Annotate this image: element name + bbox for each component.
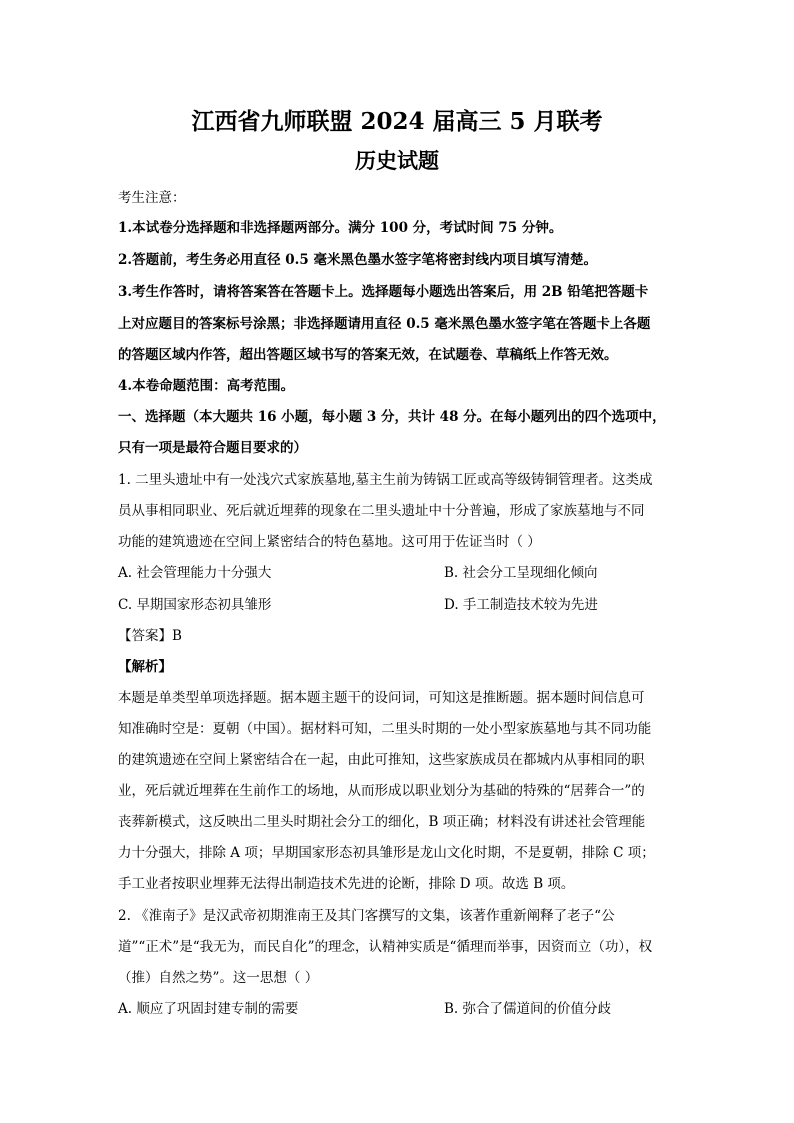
q1-stem-line: 员从事相同职业、死后就近埋葬的现象在二里头遗址中十分普遍，形成了家族墓地与不同 xyxy=(118,503,645,519)
q1-stem-line: 功能的建筑遗迹在空间上紧密结合的特色墓地。这可用于佐证当时（ ） xyxy=(118,534,541,550)
notice-line: 3.考生作答时，请将答案答在答题卡上。选择题每小题选出答案后，用 2B 铅笔把答题卡 xyxy=(118,284,649,300)
section-heading-cont: 只有一项是最符合题目要求的） xyxy=(118,440,307,456)
q1-analysis-line: 业，死后就近埋葬在生前作工的场地，从而形成以职业划分为基础的特殊的“居葬合一”的 xyxy=(118,783,645,799)
q1-option-d: D. 手工制造技术较为先进 xyxy=(444,597,598,613)
q1-answer: 【答案】B xyxy=(118,628,182,644)
section-heading: 一、选择题（本大题共 16 小题，每小题 3 分，共计 48 分。在每小题列出的四个选项中， xyxy=(118,409,666,425)
q1-analysis-line: 手工业者按职业埋葬无法得出制造技术先进的论断，排除 D 项。故选 B 项。 xyxy=(118,876,575,892)
q1-analysis-line: 丧葬新模式，这反映出二里头时期社会分工的细化，B 项正确；材料没有讲述社会管理能 xyxy=(118,814,646,830)
q2-stem-line: （推）自然之势”。这一思想（ ） xyxy=(118,970,319,986)
q1-option-a: A. 社会管理能力十分强大 xyxy=(118,565,272,581)
q2-stem-line: 2. 《淮南子》是汉武帝初期淮南王及其门客撰写的文集，该著作重新阐释了老子“公 xyxy=(118,908,615,924)
q1-stem-line: 1. 二里头遗址中有一处浅穴式家族墓地,墓主生前为铸锅工匠或高等级铸铜管理者。这类成 xyxy=(118,472,653,488)
notice-heading: 考生注意： xyxy=(118,190,186,206)
q1-analysis-line: 知准确时空是：夏朝（中国）。据材料可知，二里头时期的一处小型家族墓地与其不同功能 xyxy=(118,721,652,737)
q2-option-a: A. 顺应了巩固封建专制的需要 xyxy=(118,1001,299,1017)
q2-option-b: B. 弥合了儒道间的价值分歧 xyxy=(444,1001,612,1017)
notice-line: 的答题区域内作答，超出答题区域书写的答案无效，在试题卷、草稿纸上作答无效。 xyxy=(118,347,618,363)
q2-stem-line: 道”“正术”是“我无为，而民自化”的理念，认精神实质是“循理而举事，因资而立（功），权 xyxy=(118,939,653,955)
q1-analysis-line: 的建筑遗迹在空间上紧密结合在一起，由此可推知，这些家族成员在都城内从事相同的职 xyxy=(118,752,645,768)
notice-line: 1.本试卷分选择题和非选择题两部分。满分 100 分，考试时间 75 分钟。 xyxy=(118,220,563,236)
q1-analysis-line: 本题是单类型单项选择题。据本题主题干的设问词，可知这是推断题。据本题时间信息可 xyxy=(118,690,645,706)
q1-analysis-line: 力十分强大，排除 A 项；早期国家形态初具雏形是龙山文化时期，不是夏朝，排除 C 项； xyxy=(118,845,655,861)
q1-option-c: C. 早期国家形态初具雏形 xyxy=(118,597,272,613)
q1-analysis-label: 【解析】 xyxy=(118,659,172,675)
q1-option-b: B. 社会分工呈现细化倾向 xyxy=(444,565,598,581)
notice-line: 4.本卷命题范围：高考范围。 xyxy=(118,378,295,394)
notice-line: 2.答题前，考生务必用直径 0.5 毫米黑色墨水签字笔将密封线内项目填写清楚。 xyxy=(118,252,597,268)
exam-title: 江西省九师联盟 2024 届高三 5 月联考 xyxy=(191,108,603,135)
notice-line: 上对应题目的答案标号涂黑；非选择题请用直径 0.5 毫米黑色墨水签字笔在答题卡上各题 xyxy=(118,316,651,332)
exam-subject: 历史试题 xyxy=(355,148,439,173)
